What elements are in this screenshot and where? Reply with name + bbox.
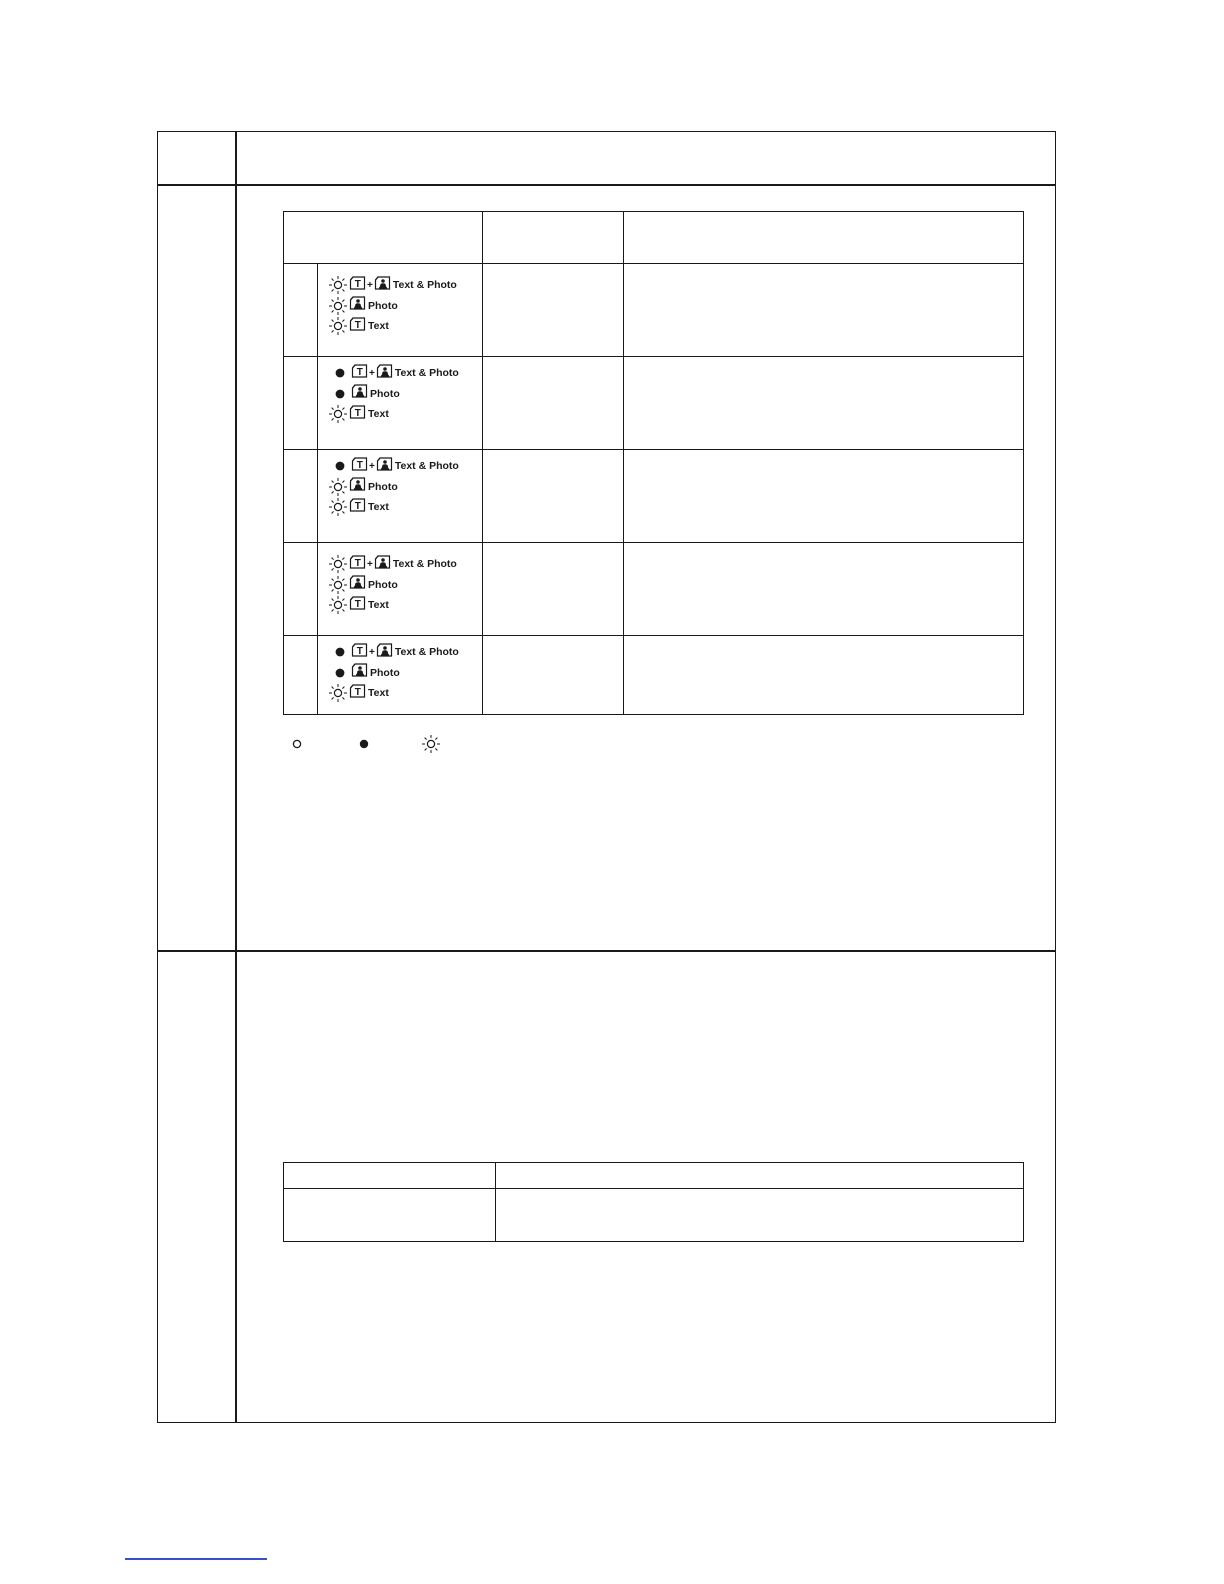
mode-line	[328, 643, 459, 661]
mode-label: Text	[368, 320, 389, 332]
mode-line	[328, 684, 389, 702]
mode-line	[328, 385, 400, 403]
table-header-divider	[283, 263, 1024, 264]
mode-line	[328, 555, 457, 573]
table-row-divider	[283, 635, 1024, 636]
led-on-icon	[330, 643, 350, 661]
photo-doc-icon	[349, 477, 366, 496]
text-doc-icon	[349, 596, 366, 615]
svg-text:T: T	[356, 645, 363, 657]
mode-line	[328, 596, 389, 614]
mode-label: Text & Photo	[394, 646, 459, 658]
table-number-column-divider	[317, 263, 318, 715]
legend-on	[356, 737, 372, 755]
mode-line	[328, 478, 398, 496]
photo-doc-icon	[349, 296, 366, 315]
table-column-divider-2	[623, 211, 624, 715]
mode-label: Text	[368, 599, 389, 611]
plus-sign: +	[367, 558, 373, 570]
mode-label: Text	[368, 501, 389, 513]
section-divider	[157, 950, 1056, 952]
mode-line	[328, 276, 457, 294]
led-blinking-icon	[328, 297, 348, 315]
text-doc-icon	[349, 317, 366, 336]
mode-label: Photo	[368, 480, 398, 493]
photo-doc-icon	[376, 364, 393, 383]
led-on-icon	[356, 736, 372, 757]
led-blinking-icon	[328, 684, 348, 702]
led-blinking-icon	[421, 734, 441, 759]
mode-line	[328, 364, 459, 382]
led-blinking-icon	[328, 276, 348, 294]
settings-table-header-divider	[283, 1188, 1024, 1189]
led-off-icon	[289, 736, 305, 757]
table-row-divider	[283, 542, 1024, 543]
plus-sign: +	[369, 460, 375, 472]
mode-row-5	[328, 643, 478, 713]
led-blinking-icon	[328, 317, 348, 335]
table-row-divider	[283, 356, 1024, 357]
svg-text:T: T	[356, 366, 363, 378]
text-doc-icon	[351, 364, 368, 383]
mode-label: Photo	[370, 666, 400, 679]
mode-line	[328, 297, 398, 315]
header-row-divider	[157, 184, 1056, 186]
svg-text:T: T	[354, 500, 361, 512]
mode-row-4	[328, 555, 478, 625]
text-doc-icon	[349, 684, 366, 703]
text-doc-icon	[349, 405, 366, 424]
led-on-icon	[330, 385, 350, 403]
label-column-divider	[235, 131, 237, 1423]
settings-table-column-divider	[495, 1162, 496, 1242]
mode-line	[328, 576, 398, 594]
led-on-icon	[330, 457, 350, 475]
svg-text:T: T	[354, 278, 361, 290]
mode-label: Photo	[370, 387, 400, 400]
mode-line	[328, 457, 459, 475]
mode-label: Photo	[368, 299, 398, 312]
svg-text:T: T	[354, 598, 361, 610]
mode-label: Photo	[368, 578, 398, 591]
mode-label: Text & Photo	[394, 367, 459, 379]
mode-line	[328, 664, 400, 682]
led-blinking-icon	[328, 498, 348, 516]
svg-text:T: T	[356, 459, 363, 471]
text-doc-icon	[349, 555, 366, 574]
mode-label: Text & Photo	[392, 279, 457, 291]
photo-doc-icon	[374, 555, 391, 574]
photo-doc-icon	[374, 276, 391, 295]
mode-label: Text & Photo	[392, 558, 457, 570]
mode-label: Text & Photo	[394, 460, 459, 472]
svg-text:T: T	[354, 557, 361, 569]
led-blinking-icon	[328, 478, 348, 496]
mode-line	[328, 498, 389, 516]
mode-row-3	[328, 457, 478, 527]
led-blinking-icon	[328, 576, 348, 594]
mode-line	[328, 405, 389, 423]
plus-sign: +	[369, 367, 375, 379]
photo-doc-icon	[376, 457, 393, 476]
footer-rule	[125, 1558, 267, 1560]
led-on-icon	[330, 664, 350, 682]
text-doc-icon	[351, 457, 368, 476]
legend-off	[289, 737, 305, 755]
table-row-divider	[283, 449, 1024, 450]
svg-text:T: T	[354, 407, 361, 419]
led-blinking-icon	[328, 555, 348, 573]
legend-blinking	[421, 737, 441, 755]
svg-text:T: T	[354, 319, 361, 331]
led-blinking-icon	[328, 405, 348, 423]
table-column-divider-1	[482, 211, 483, 715]
photo-doc-icon	[376, 643, 393, 662]
photo-doc-icon	[351, 663, 368, 682]
mode-row-1	[328, 276, 478, 346]
mode-line	[328, 317, 389, 335]
text-doc-icon	[349, 498, 366, 517]
mode-row-2	[328, 364, 478, 434]
text-doc-icon	[351, 643, 368, 662]
mode-label: Text	[368, 687, 389, 699]
text-doc-icon	[349, 276, 366, 295]
plus-sign: +	[367, 279, 373, 291]
settings-table	[283, 1162, 1024, 1242]
svg-text:T: T	[354, 686, 361, 698]
photo-doc-icon	[349, 575, 366, 594]
mode-label: Text	[368, 408, 389, 420]
photo-doc-icon	[351, 384, 368, 403]
plus-sign: +	[369, 646, 375, 658]
led-blinking-icon	[328, 596, 348, 614]
led-on-icon	[330, 364, 350, 382]
